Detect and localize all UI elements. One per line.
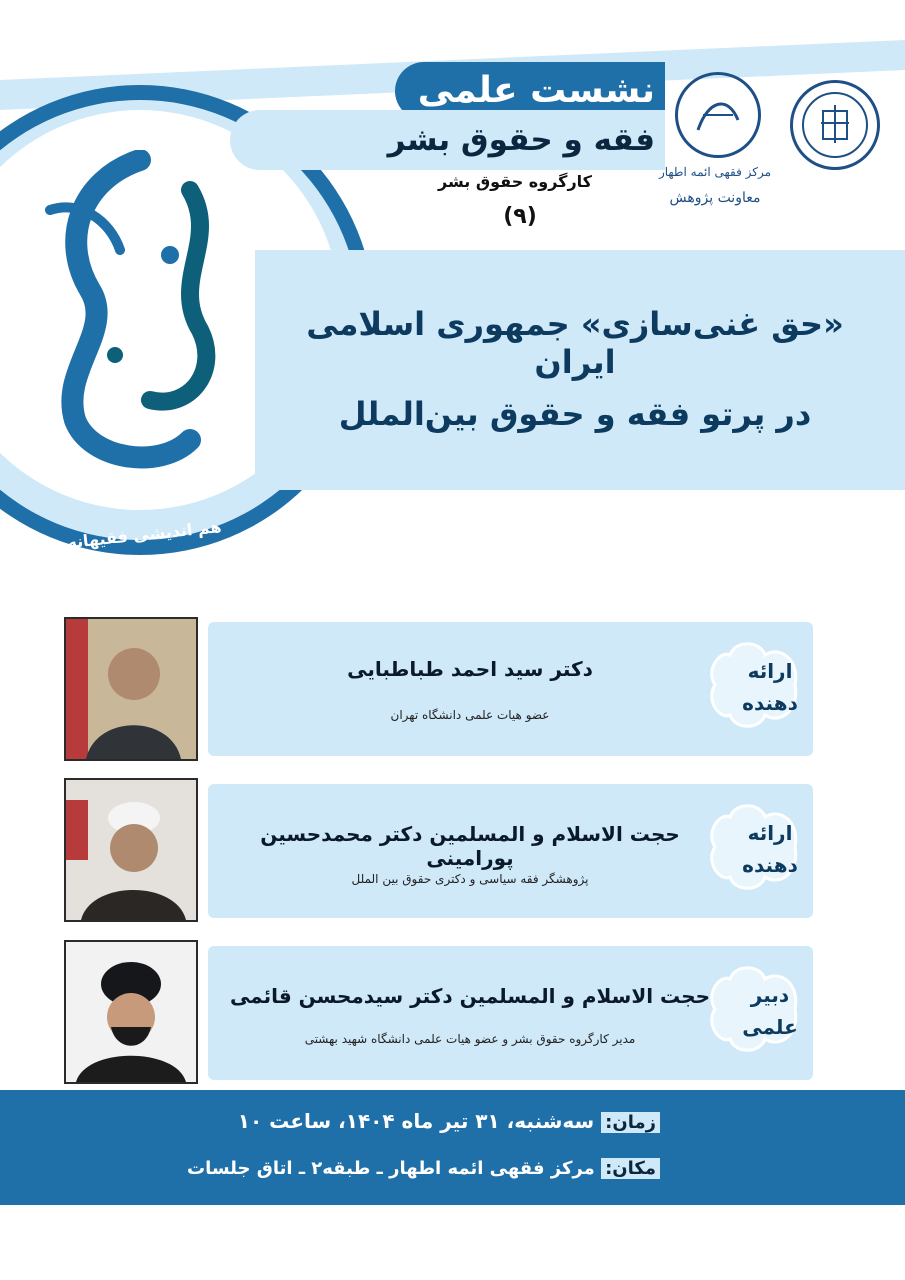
speaker-photo xyxy=(64,778,198,922)
speaker-affiliation: پژوهشگر فقه سیاسی و دکتری حقوق بین الملل xyxy=(351,872,589,886)
speaker-affiliation: عضو هیات علمی دانشگاه تهران xyxy=(390,708,550,722)
speaker-role-label-line1: دبیر xyxy=(750,983,790,1007)
speaker-role-label-line2: دهنده xyxy=(742,691,798,715)
event-type-title: نشست علمی xyxy=(417,70,655,111)
topic-line-1: «حق غنی‌سازی» جمهوری اسلامی ایران xyxy=(306,305,844,381)
session-number: (۹) xyxy=(503,204,537,229)
place-value: مرکز فقهی ائمه اطهار ـ طبقه۲ ـ اتاق جلسات xyxy=(187,1158,595,1179)
research-deputy-caption: معاونت پژوهش xyxy=(669,190,761,206)
speaker-name: حجت الاسلام و المسلمین دکتر محمدحسین پورامینی xyxy=(260,822,680,870)
time-value: سه‌شنبه، ۳۱ تیر ماه ۱۴۰۴، ساعت ۱۰ xyxy=(237,1109,595,1133)
speaker-role-label-line2: علمی xyxy=(742,1015,798,1039)
event-series-title: فقه و حقوق بشر xyxy=(387,122,655,158)
speaker-photo xyxy=(64,617,198,761)
role-tab-background xyxy=(700,954,810,1064)
speaker-name: دکتر سید احمد طباطبایی xyxy=(347,657,593,681)
slogan: هم اندیشی فقیهانه xyxy=(66,516,223,553)
speaker-affiliation: مدیر کارگروه حقوق بشر و عضو هیات علمی دانشگاه شهید بهشتی xyxy=(304,1032,636,1046)
association-seal-logo-icon xyxy=(790,80,880,170)
time-row xyxy=(190,1104,660,1138)
role-tab-background xyxy=(700,630,810,740)
fiqh-center-caption: مرکز فقهی ائمه اطهار xyxy=(658,165,772,179)
calligraphy-logo-icon xyxy=(20,150,250,480)
place-label: مکان: xyxy=(601,1158,660,1179)
speaker-role-label-line2: دهنده xyxy=(742,853,798,877)
speaker-photo xyxy=(64,940,198,1084)
place-row xyxy=(130,1152,660,1186)
topic-line-2: در پرتو فقه و حقوق بین‌الملل xyxy=(338,395,812,433)
speaker-name: حجت الاسلام و المسلمین دکتر سیدمحسن قائمی xyxy=(229,984,711,1008)
speaker-role-label-line1: ارائه xyxy=(747,821,793,845)
fiqh-center-logo-icon xyxy=(675,72,761,158)
working-group-label: کارگروه حقوق بشر xyxy=(438,172,592,191)
speaker-role-label-line1: ارائه xyxy=(747,659,793,683)
time-label: زمان: xyxy=(601,1112,660,1133)
